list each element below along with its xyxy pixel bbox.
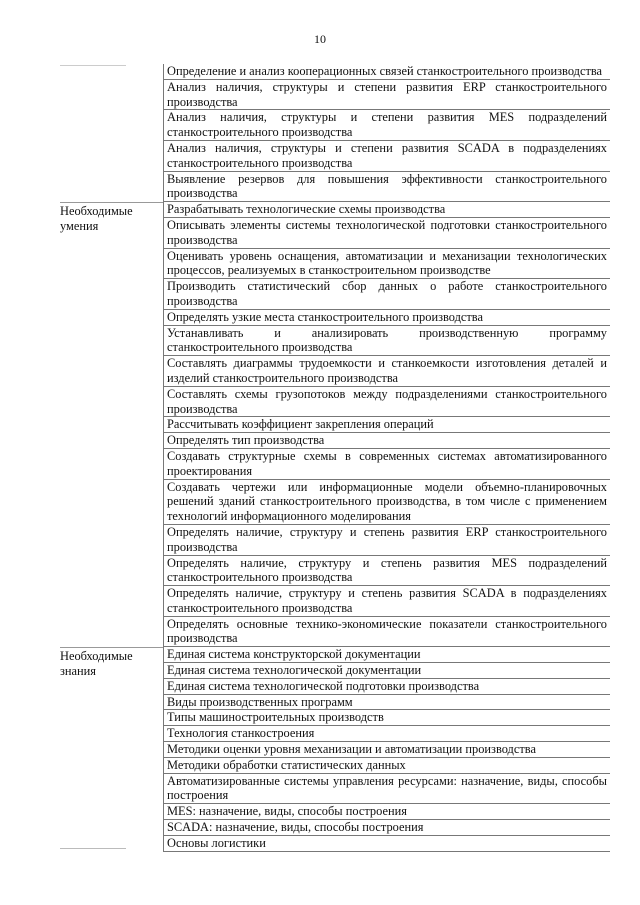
table-row: Рассчитывать коэффициент закрепления операций bbox=[164, 417, 610, 433]
table-row: SCADA: назначение, виды, способы построения bbox=[164, 820, 610, 836]
table-row: Типы машиностроительных производств bbox=[164, 710, 610, 726]
table-row: Создавать структурные схемы в современных системах автоматизированного проектирования bbox=[164, 449, 610, 480]
table-row: Разрабатывать технологические схемы производства bbox=[164, 202, 610, 218]
table-row: Основы логистики bbox=[164, 836, 610, 852]
table-row: Определять узкие места станкостроительного производства bbox=[164, 310, 610, 326]
table-row: Анализ наличия, структуры и степени развития MES подразделений станкостроительного производства bbox=[164, 110, 610, 141]
table-row: Определять наличие, структуру и степень развития MES подразделений станкостроительного производства bbox=[164, 556, 610, 587]
table-row: MES: назначение, виды, способы построения bbox=[164, 804, 610, 820]
table-row: Определять наличие, структуру и степень развития SCADA в подразделениях станкостроительного производства bbox=[164, 586, 610, 617]
section-work-actions bbox=[60, 64, 610, 202]
table-row: Оценивать уровень оснащения, автоматизации и механизации технологических процессов, реализуемых в станкостроительном производстве bbox=[164, 249, 610, 280]
table-row: Создавать чертежи или информационные модели объемно-планировочных решений зданий станкостроительного производства, в том числе с применением технологий информационного моделирования bbox=[164, 480, 610, 525]
section-rows bbox=[163, 647, 610, 851]
section-label bbox=[60, 64, 163, 202]
table-row: Единая система конструкторской документации bbox=[164, 647, 610, 663]
table-row: Определять тип производства bbox=[164, 433, 610, 449]
section-rows bbox=[163, 64, 610, 202]
page-number: 10 bbox=[314, 32, 326, 46]
table-row: Выявление резервов для повышения эффективности станкостроительного производства bbox=[164, 172, 610, 203]
table-row: Описывать элементы системы технологической подготовки станкостроительного производства bbox=[164, 218, 610, 249]
table-row: Технология станкостроения bbox=[164, 726, 610, 742]
divider bbox=[60, 848, 126, 849]
table-row: Составлять диаграммы трудоемкости и станкоемкости изготовления деталей и изделий станкостроительного производства bbox=[164, 356, 610, 387]
table-row: Анализ наличия, структуры и степени развития ERP станкостроительного производства bbox=[164, 80, 610, 111]
section-skills bbox=[60, 202, 610, 647]
table-row: Методики оценки уровня механизации и автоматизации производства bbox=[164, 742, 610, 758]
table-row: Автоматизированные системы управления ресурсами: назначение, виды, способы построения bbox=[164, 774, 610, 805]
section-rows bbox=[163, 202, 610, 647]
section-label: Необходимые умения bbox=[60, 202, 163, 647]
table-row: Методики обработки статистических данных bbox=[164, 758, 610, 774]
table-row: Определять наличие, структуру и степень развития ERP станкостроительного производства bbox=[164, 525, 610, 556]
section-knowledge bbox=[60, 647, 610, 851]
table-row: Составлять схемы грузопотоков между подразделениями станкостроительного производства bbox=[164, 387, 610, 418]
table-row: Виды производственных программ bbox=[164, 695, 610, 711]
table-row: Единая система технологической подготовки производства bbox=[164, 679, 610, 695]
requirements-table bbox=[60, 64, 610, 852]
table-row: Определять основные технико-экономические показатели станкостроительного производства bbox=[164, 617, 610, 648]
table-row: Единая система технологической документации bbox=[164, 663, 610, 679]
table-row: Устанавливать и анализировать производственную программу станкостроительного производства bbox=[164, 326, 610, 357]
table-row: Определение и анализ кооперационных связей станкостроительного производства bbox=[164, 64, 610, 80]
table-row: Анализ наличия, структуры и степени развития SCADA в подразделениях станкостроительного производства bbox=[164, 141, 610, 172]
section-label: Необходимые знания bbox=[60, 647, 163, 851]
table-row: Производить статистический сбор данных о работе станкостроительного производства bbox=[164, 279, 610, 310]
